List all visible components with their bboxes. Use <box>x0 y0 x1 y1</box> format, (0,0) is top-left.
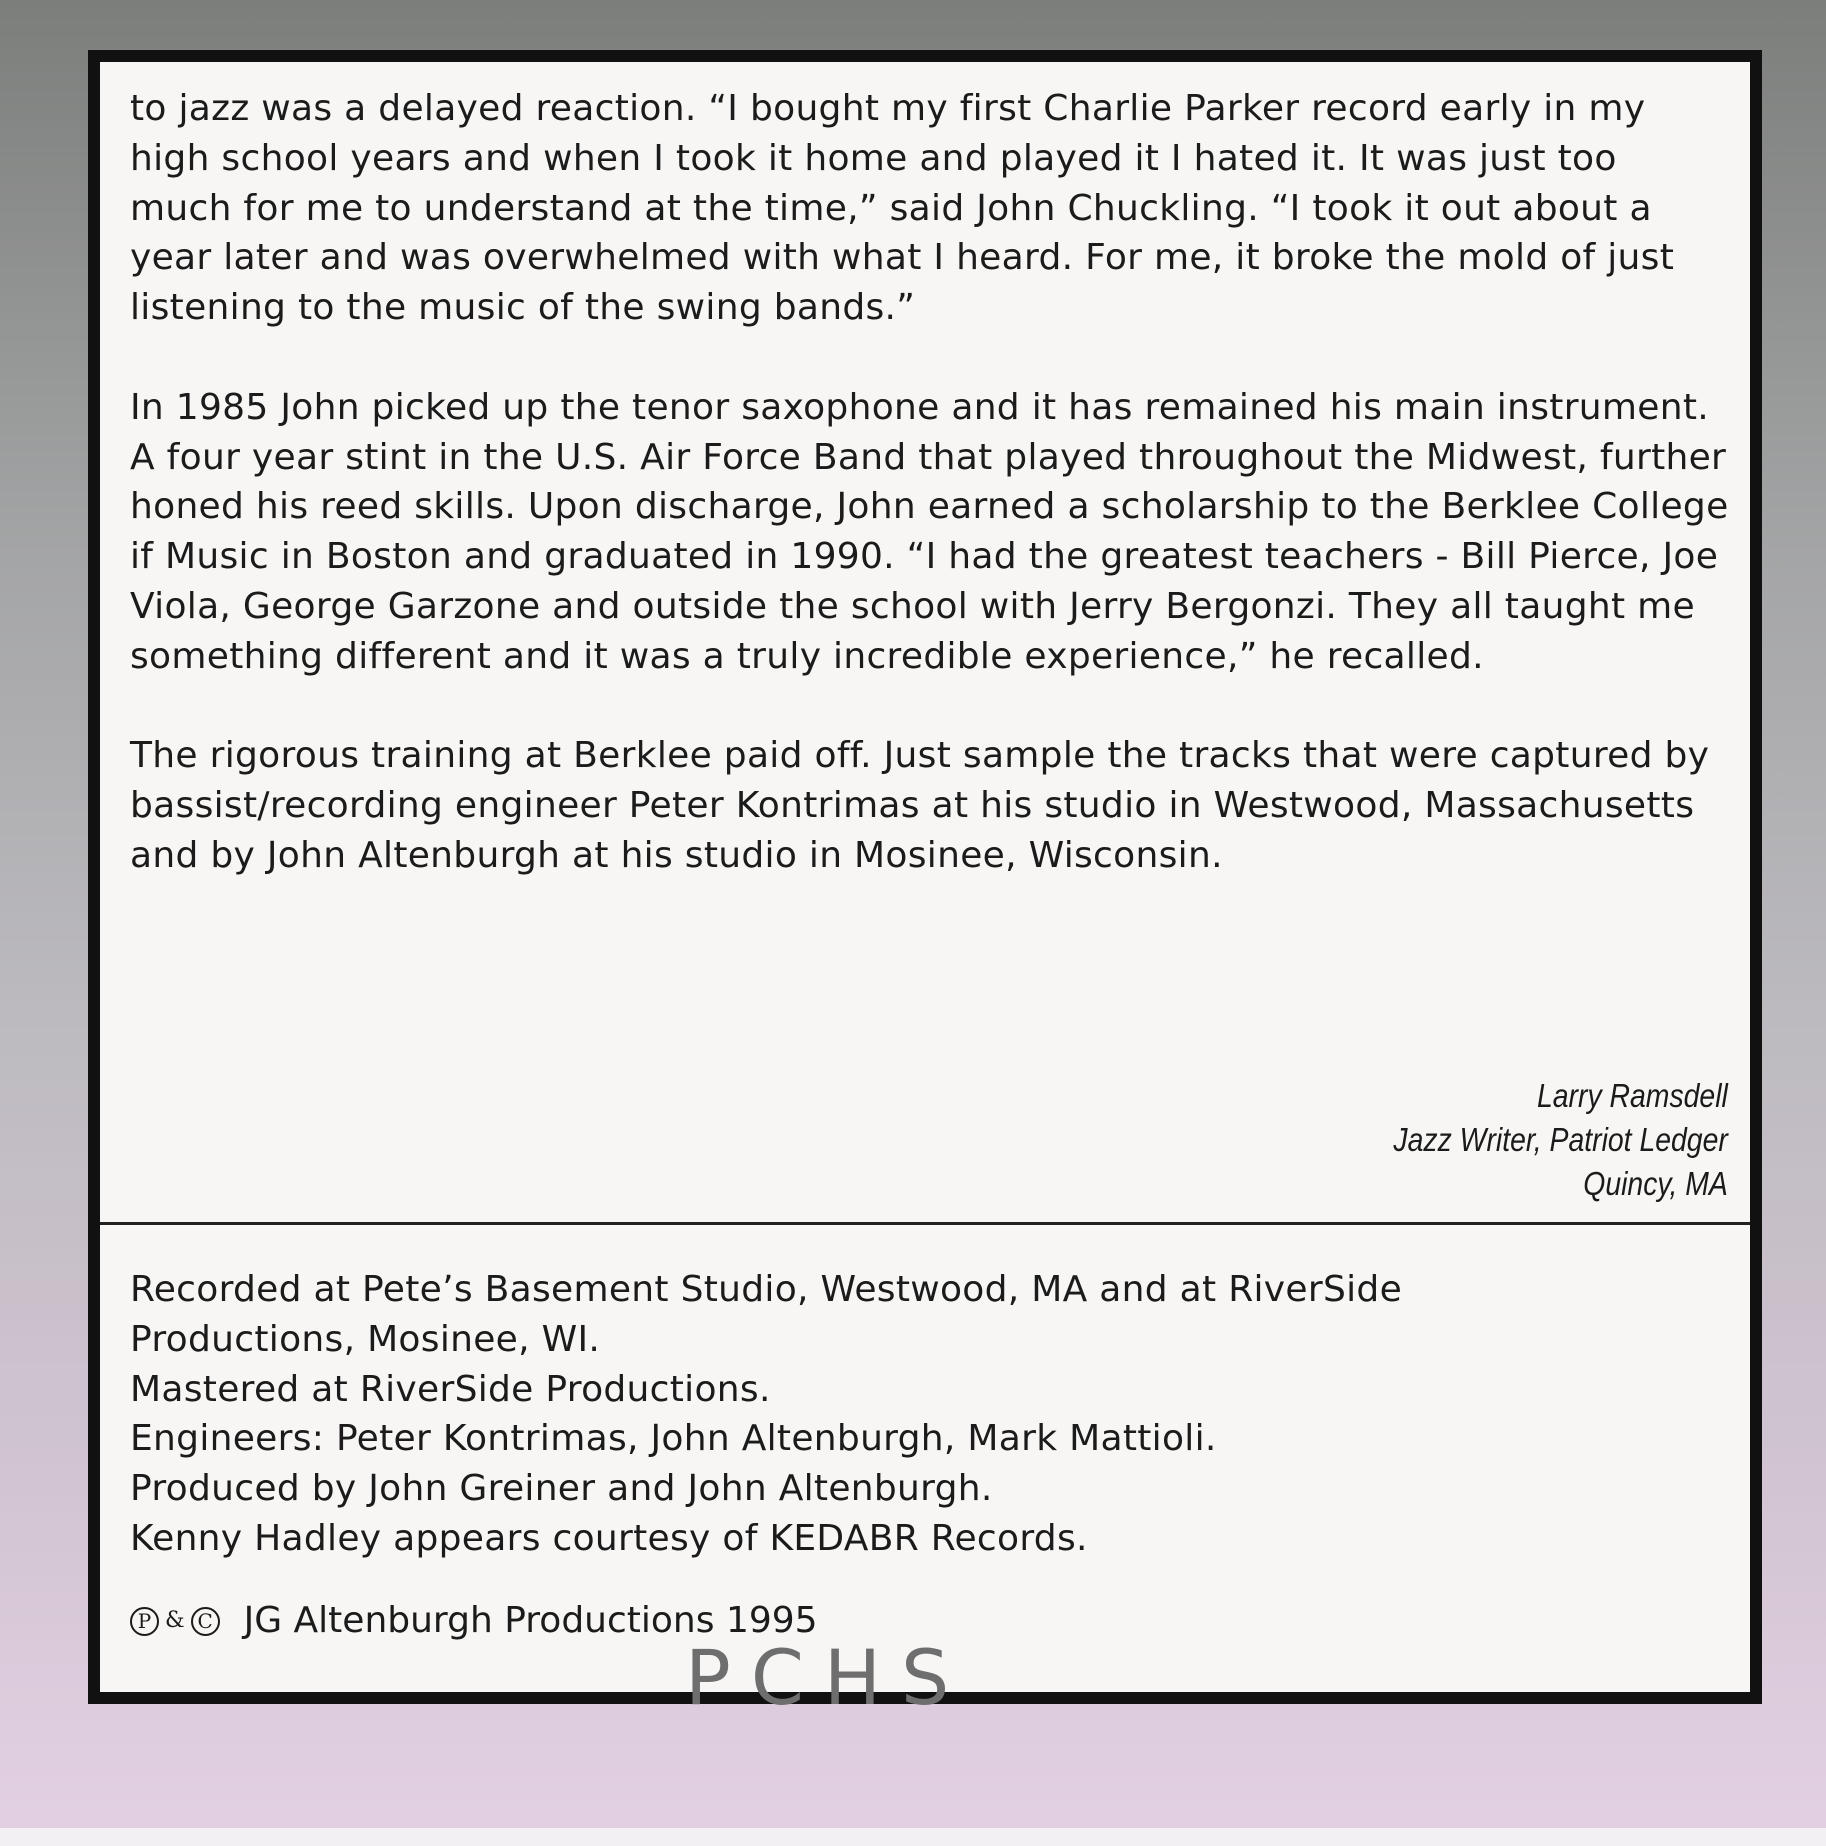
author-location: Quincy, MA <box>1583 1165 1728 1202</box>
copyright-icon: C <box>191 1607 220 1636</box>
liner-notes-panel <box>88 50 1762 1704</box>
author-title: Jazz Writer, Patriot Ledger <box>1393 1121 1728 1158</box>
credit-line: Engineers: Peter Kontrimas, John Altenburgh, Mark Mattioli. <box>130 1418 1217 1460</box>
author-name: Larry Ramsdell <box>1537 1077 1728 1114</box>
notes-paragraph-3: The rigorous training at Berklee paid off. Just sample the tracks that were captured by bassist/recording engineer Peter Kontrimas at his studio in Westwood, Massachusetts and by John Altenburgh at his studio in Mosinee, Wisconsin. <box>130 735 1710 876</box>
credit-line: Mastered at RiverSide Productions. <box>130 1368 771 1410</box>
notes-paragraph-1: to jazz was a delayed reaction. “I bought my first Charlie Parker record early in my high school years and when I took it home and played it I hated it. It was just too much for me to understand at the time,” said John Chuckling. “I took it out about a year later and was overwhelmed with what I heard. For me, it broke the mold of just listening to the music of the swing bands.” <box>130 88 1675 329</box>
production-credits <box>130 1265 1730 1564</box>
credit-line: Kenny Hadley appears courtesy of KEDABR Records. <box>130 1517 1088 1559</box>
page-bottom-edge <box>0 1828 1826 1846</box>
copyright-owner: JG Altenburgh Productions 1995 <box>243 1600 818 1641</box>
notes-paragraph-2: In 1985 John picked up the tenor saxophone and it has remained his main instrument. A four year stint in the U.S. Air Force Band that played throughout the Midwest, further honed his reed skills. Upon discharge, John earned a scholarship to the Berklee College if Music in Boston and graduated in 1990. “I had the greatest teachers - Bill Pierce, Joe Viola, George Garzone and outside the school with Jerry Bergonzi. They all taught me something different and it was a truly incredible experience,” he recalled. <box>130 386 1729 677</box>
credit-line: Productions, Mosinee, WI. <box>130 1318 601 1360</box>
watermark: PCHS <box>685 1633 970 1722</box>
credit-line: Produced by John Greiner and John Altenburgh. <box>130 1468 993 1510</box>
phonogram-icon: P <box>130 1607 159 1636</box>
credit-line: Recorded at Pete’s Basement Studio, Westwood, MA and at RiverSide <box>130 1269 1403 1310</box>
copyright-ampersand: & <box>165 1608 185 1633</box>
liner-notes-body <box>130 84 1730 931</box>
author-signature <box>1394 1074 1728 1206</box>
section-divider <box>100 1222 1750 1225</box>
